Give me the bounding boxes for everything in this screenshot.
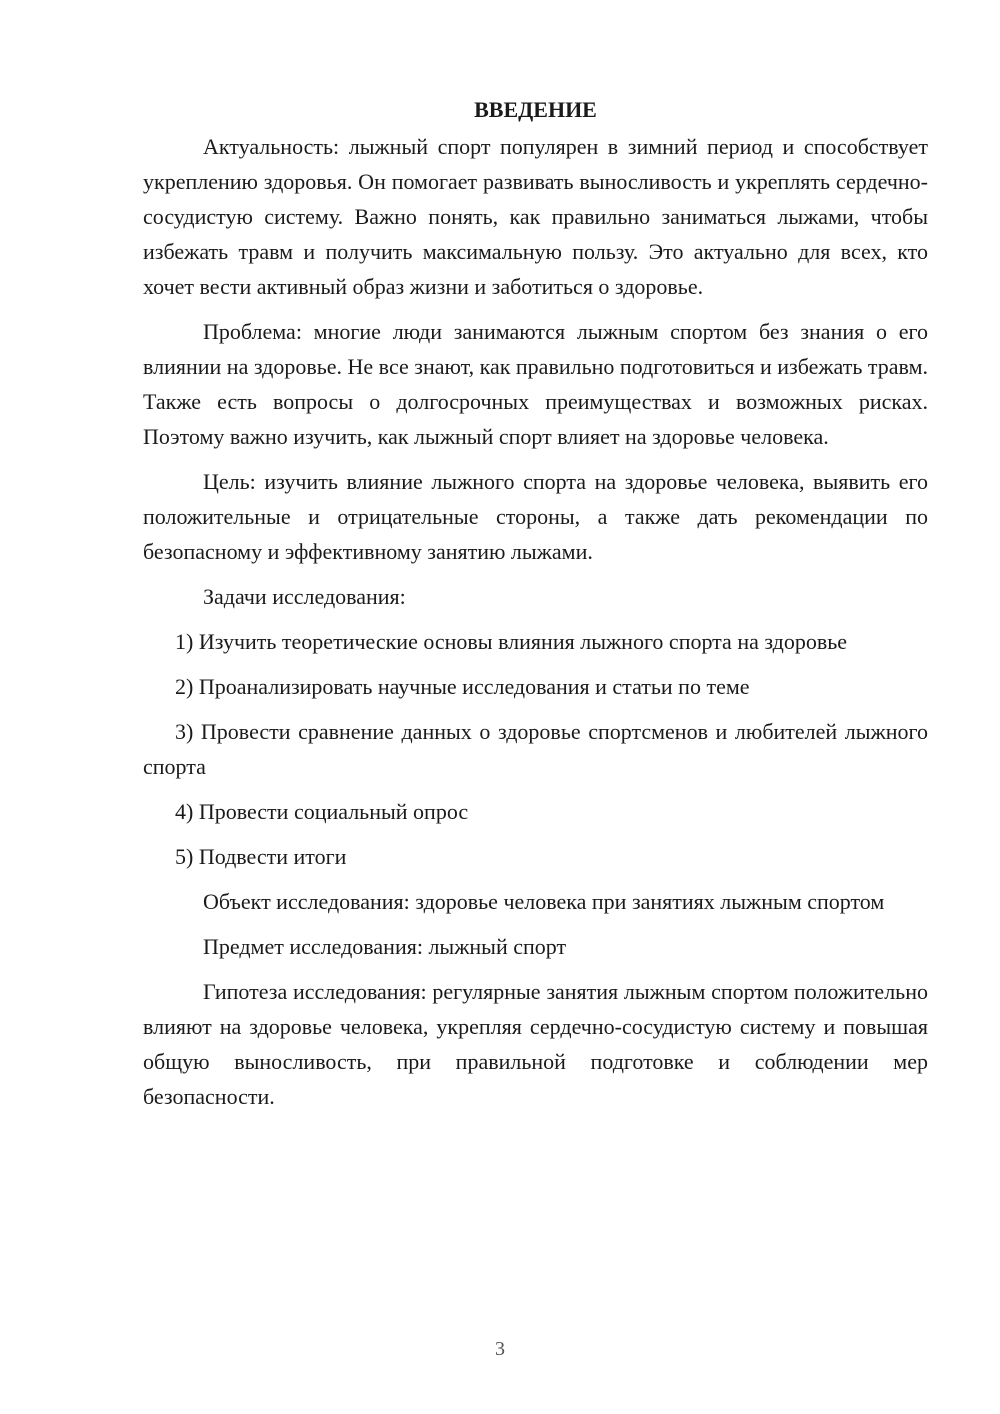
task-item-3: 3) Провести сравнение данных о здоровье спортсменов и любителей лыжного спорта bbox=[143, 719, 928, 779]
task-item-5: 5) Подвести итоги bbox=[175, 844, 347, 869]
task-item-4: 4) Провести социальный опрос bbox=[175, 799, 469, 824]
hypothesis-paragraph: Гипотеза исследования: регулярные занятия лыжным спортом положительно влияют на здоровье человека, укрепляя сердечно-сосудистую систему и повышая общую выносливость, при правильной подготовке и соблюдении мер безопасности. bbox=[143, 979, 928, 1109]
task-item-1: 1) Изучить теоретические основы влияния лыжного спорта на здоровье bbox=[175, 629, 848, 654]
object-paragraph: Объект исследования: здоровье человека при занятиях лыжным спортом bbox=[203, 889, 885, 914]
tasks-heading: Задачи исследования: bbox=[203, 584, 406, 609]
goal-paragraph: Цель: изучить влияние лыжного спорта на здоровье человека, выявить его положительные и отрицательные стороны, а также дать рекомендации по безопасному и эффективному занятию лыжами. bbox=[143, 469, 928, 564]
problem-paragraph: Проблема: многие люди занимаются лыжным спортом без знания о его влиянии на здоровье. Не все знают, как правильно подготовиться и избежать травм. Также есть вопросы о долгосрочных преимуществах и возможных рисках. Поэтому важно изучить, как лыжный спорт влияет на здоровье человека. bbox=[143, 319, 928, 449]
page-title: ВВЕДЕНИЕ bbox=[474, 97, 597, 122]
relevance-paragraph: Актуальность: лыжный спорт популярен в зимний период и способствует укреплению здоровья. Он помогает развивать выносливость и укреплять сердечно-сосудистую систему. Важно понять, как правильно заниматься лыжами, чтобы избежать травм и получить максимальную пользу. Это актуально для всех, кто хочет вести активный образ жизни и заботиться о здоровье. bbox=[143, 134, 928, 299]
page-content bbox=[143, 92, 928, 1114]
subject-paragraph: Предмет исследования: лыжный спорт bbox=[203, 934, 567, 959]
task-item-2: 2) Проанализировать научные исследования и статьи по теме bbox=[175, 674, 750, 699]
page-number: 3 bbox=[495, 1338, 505, 1360]
